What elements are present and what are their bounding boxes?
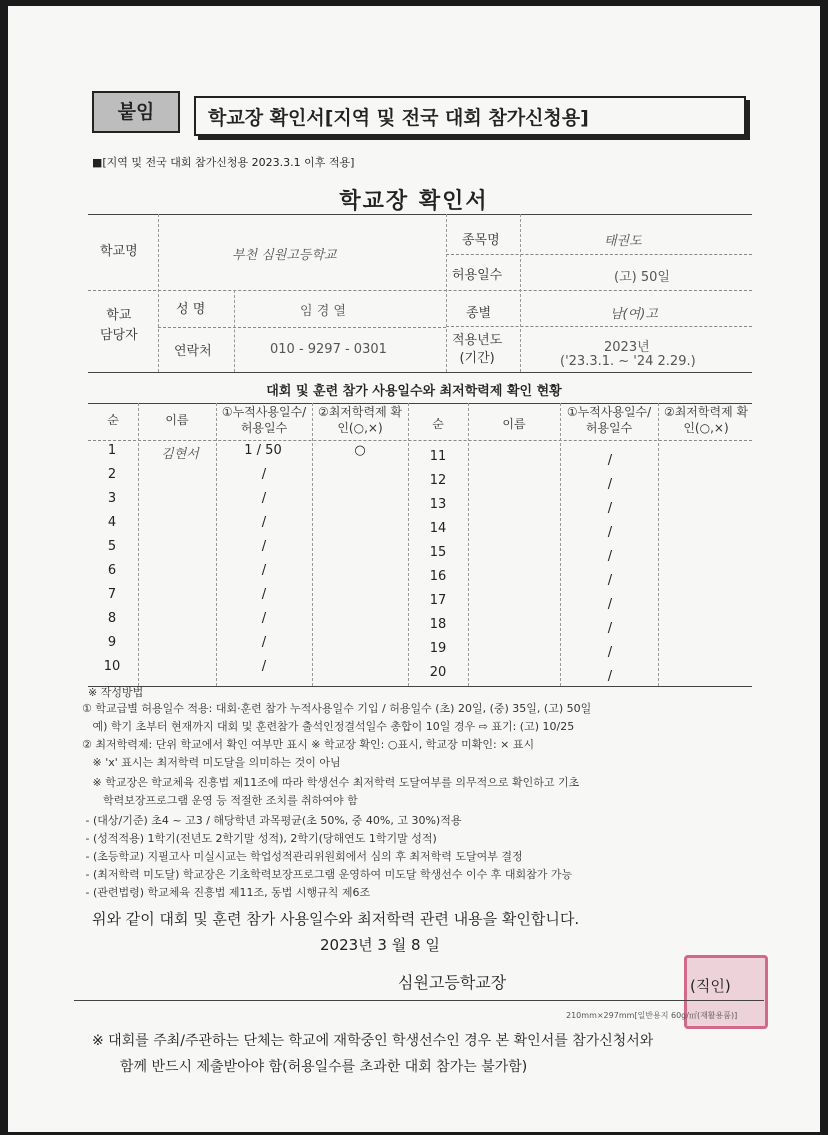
issue-date: 2023년 3 월 8 일 bbox=[320, 936, 440, 954]
left-row-days: / bbox=[261, 467, 267, 482]
confirmation-text: 위와 같이 대회 및 훈련 참가 사용일수와 최저학력 관련 내용을 확인합니다. bbox=[92, 910, 580, 928]
annex-tag: 붙임 bbox=[92, 91, 180, 133]
header-name-left: 이름 bbox=[165, 413, 189, 427]
table-col-divider bbox=[658, 403, 659, 686]
left-row-no: 4 bbox=[107, 515, 117, 530]
header-academic-left: ②최저학력제 확인(○,×) bbox=[317, 405, 403, 435]
info-row-divider bbox=[446, 326, 752, 327]
right-row-days: / bbox=[607, 621, 613, 636]
header-name-right: 이름 bbox=[502, 417, 526, 431]
header-days-left: ①누적사용일수/허용일수 bbox=[221, 405, 307, 435]
division-value: 남(여)고 bbox=[610, 307, 658, 322]
left-row-days: / bbox=[261, 491, 267, 506]
instruction-line: ※ 학교장은 학교체육 진흥법 제11조에 따라 학생선수 최저학력 도달여부를 의무적으로 확인하고 기초 bbox=[82, 776, 580, 789]
header-days-right: ①누적사용일수/허용일수 bbox=[566, 405, 652, 435]
sport-label: 종목명 bbox=[462, 233, 500, 248]
document-title: 학교장 확인서 bbox=[339, 189, 489, 214]
info-row-divider bbox=[88, 290, 752, 291]
left-row-no: 7 bbox=[107, 587, 117, 602]
instruction-line: ② 최저학력제: 단위 학교에서 확인 여부만 표시 ※ 학교장 확인: ○표시, 학교장 미확인: × 표시 bbox=[82, 738, 535, 751]
left-row-no: 1 bbox=[107, 443, 117, 458]
left-row-days: / bbox=[261, 515, 267, 530]
manager-label: 학교 담당자 bbox=[100, 308, 138, 343]
right-row-days: / bbox=[607, 501, 613, 516]
paper-size-note: 210mm×297mm[일반용지 60g/㎡(재활용품)] bbox=[566, 1011, 738, 1020]
instruction-line: - (관련법령) 학교체육 진흥법 제11조, 동법 시행규칙 제6조 bbox=[82, 886, 371, 899]
instruction-line: - (대상/기준) 초4 ~ 고3 / 해당학년 과목평균(초 50%, 중 40%, 고 30%)적용 bbox=[82, 814, 462, 827]
instruction-line: - (성적적용) 1학기(전년도 2학기말 성적), 2학기(당해연도 1학기말 성적) bbox=[82, 832, 437, 845]
right-row-days: / bbox=[607, 549, 613, 564]
right-row-no: 16 bbox=[429, 569, 447, 584]
info-col-divider bbox=[234, 290, 235, 372]
right-row-no: 12 bbox=[429, 473, 447, 488]
left-row-no: 10 bbox=[103, 659, 121, 674]
instruction-line: ① 학교급별 허용일수 적용: 대회·훈련 참가 누적사용일수 기입 / 허용일수 (초) 20일, (중) 35일, (고) 50일 bbox=[82, 702, 592, 715]
school-value: 부천 심원고등학교 bbox=[232, 248, 337, 263]
left-row-no: 9 bbox=[107, 635, 117, 650]
right-row-no: 11 bbox=[429, 449, 447, 464]
right-row-no: 18 bbox=[429, 617, 447, 632]
right-row-days: / bbox=[607, 597, 613, 612]
right-row-no: 13 bbox=[429, 497, 447, 512]
right-row-days: / bbox=[607, 645, 613, 660]
signature-divider bbox=[74, 1000, 764, 1001]
table-col-divider bbox=[312, 403, 313, 686]
annex-title: 학교장 확인서[지역 및 전국 대회 참가신청용] bbox=[194, 96, 746, 136]
instruction-line: ※ 'x' 표시는 최저학력 미도달을 의미하는 것이 아님 bbox=[82, 756, 341, 769]
period-value: ('23.3.1. ~ '24 2.29.) bbox=[560, 354, 696, 369]
table-col-divider bbox=[560, 403, 561, 686]
footer-note-line1: ※ 대회를 주최/주관하는 단체는 학교에 재학중인 학생선수인 경우 본 확인서를 참가신청서와 bbox=[92, 1033, 654, 1049]
seal-label: (직인) bbox=[690, 977, 731, 995]
left-row-days: / bbox=[261, 587, 267, 602]
info-col-divider bbox=[446, 214, 447, 372]
right-row-days: / bbox=[607, 525, 613, 540]
right-row-no: 17 bbox=[429, 593, 447, 608]
left-row-academic: ○ bbox=[354, 443, 366, 458]
allowed-days-label: 허용일수 bbox=[452, 268, 503, 283]
left-row-name: 김현서 bbox=[161, 447, 199, 462]
contact-value: 010 - 9297 - 0301 bbox=[270, 342, 387, 357]
left-row-days: / bbox=[261, 563, 267, 578]
info-row-divider bbox=[158, 327, 446, 328]
left-row-no: 5 bbox=[107, 539, 117, 554]
info-col-divider bbox=[520, 214, 521, 372]
division-label: 종별 bbox=[466, 306, 492, 321]
left-row-no: 8 bbox=[107, 611, 117, 626]
left-row-days: 1 / 50 bbox=[244, 443, 282, 458]
school-label: 학교명 bbox=[100, 244, 138, 259]
info-table-top-border bbox=[88, 214, 752, 215]
left-row-no: 2 bbox=[107, 467, 117, 482]
info-row-divider bbox=[446, 254, 752, 255]
info-table-bottom-border bbox=[88, 372, 752, 373]
left-row-days: / bbox=[261, 611, 267, 626]
header-no-left: 순 bbox=[107, 413, 119, 427]
right-row-days: / bbox=[607, 477, 613, 492]
right-row-no: 14 bbox=[429, 521, 447, 536]
left-row-days: / bbox=[261, 659, 267, 674]
info-col-divider bbox=[158, 214, 159, 372]
name-value: 임 경 열 bbox=[300, 304, 346, 319]
applicability-note: ■[지역 및 전국 대회 참가신청용 2023.3.1 이후 적용] bbox=[92, 156, 355, 169]
table-header-divider bbox=[88, 440, 752, 441]
sport-value: 태권도 bbox=[604, 234, 642, 249]
name-label: 성 명 bbox=[176, 302, 206, 317]
allowed-days-value: (고) 50일 bbox=[614, 270, 670, 285]
section-title: 대회 및 훈련 참가 사용일수와 최저학력제 확인 현황 bbox=[266, 384, 562, 399]
contact-label: 연락처 bbox=[174, 344, 212, 359]
instruction-line: - (최저학력 미도달) 학교장은 기초학력보장프로그램 운영하여 미도달 학생선수 이수 후 대회참가 가능 bbox=[82, 868, 573, 881]
right-row-no: 20 bbox=[429, 665, 447, 680]
principal-name: 심원고등학교장 bbox=[398, 973, 507, 992]
left-row-days: / bbox=[261, 635, 267, 650]
table-col-divider bbox=[216, 403, 217, 686]
table-col-divider bbox=[138, 403, 139, 686]
instruction-line: 예) 학기 초부터 현재까지 대회 및 훈련참가 출석인정결석일수 총합이 10일 경우 ⇨ 표기: (고) 10/25 bbox=[82, 720, 575, 733]
header-academic-right: ②최저학력제 확인(○,×) bbox=[663, 405, 749, 435]
right-row-days: / bbox=[607, 453, 613, 468]
instruction-line: - (초등학교) 지필고사 미실시교는 학업성적관리위원회에서 심의 후 최저학력 도달여부 결정 bbox=[82, 850, 523, 863]
header-no-right: 순 bbox=[432, 417, 444, 431]
instructions-title: ※ 작성방법 bbox=[88, 686, 144, 699]
right-row-days: / bbox=[607, 573, 613, 588]
right-row-no: 15 bbox=[429, 545, 447, 560]
left-row-no: 6 bbox=[107, 563, 117, 578]
table-bottom-border bbox=[88, 686, 752, 687]
footer-note-line2: 함께 반드시 제출받아야 함(허용일수를 초과한 대회 참가는 불가함) bbox=[120, 1059, 528, 1075]
table-col-divider bbox=[468, 403, 469, 686]
year-label: 적용년도 (기간) bbox=[452, 333, 503, 366]
year-value: 2023년 bbox=[604, 340, 650, 355]
table-col-divider bbox=[408, 403, 409, 686]
instruction-line: 학력보장프로그램 운영 등 적절한 조치를 취하여야 함 bbox=[82, 794, 358, 807]
right-row-days: / bbox=[607, 669, 613, 684]
left-row-days: / bbox=[261, 539, 267, 554]
left-row-no: 3 bbox=[107, 491, 117, 506]
right-row-no: 19 bbox=[429, 641, 447, 656]
